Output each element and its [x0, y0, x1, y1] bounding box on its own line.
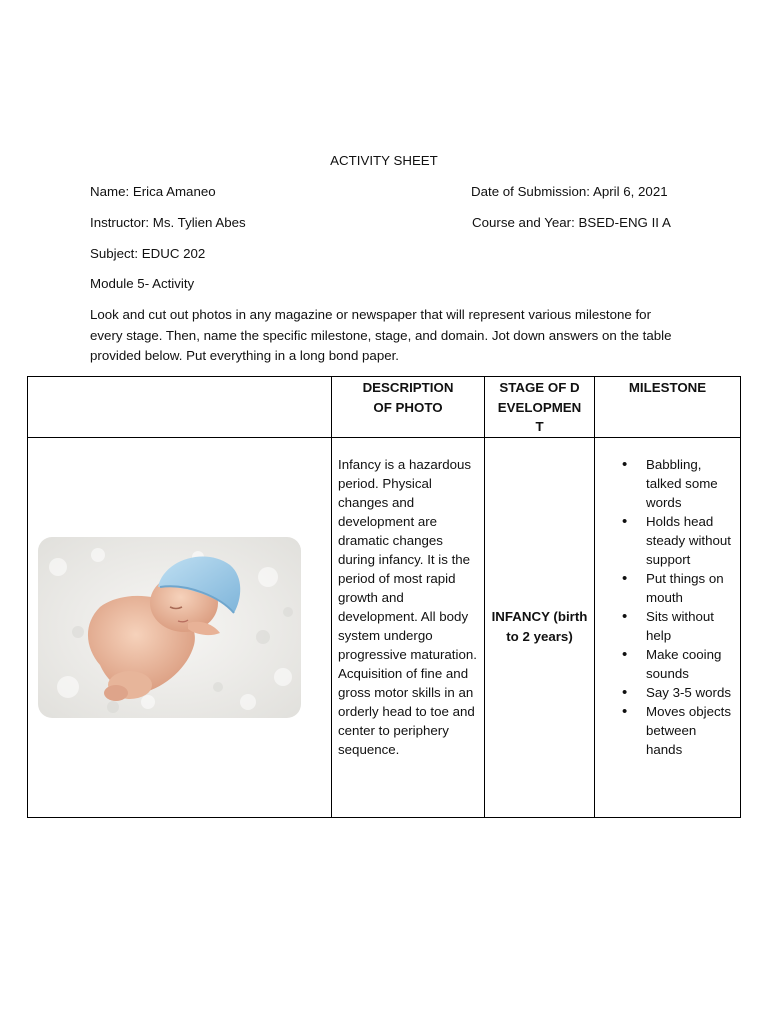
- description-cell: Infancy is a hazardous period. Physical changes and development are dramatic changes during infancy. It is the period of most rapid growth and development. All body system undergo progressive maturation. Acquisition of fine and gross motor skills in an orderly head to toe and center to periphery sequence.: [332, 437, 485, 818]
- photo-cell: [28, 437, 332, 818]
- activity-table: [27, 376, 741, 818]
- header-milestone: MILESTONE: [595, 377, 741, 438]
- milestone-list: [595, 455, 736, 759]
- list-item: • Babbling, talked some words: [595, 455, 736, 512]
- table-row: [28, 437, 741, 818]
- student-name: Name: Erica Amaneo: [90, 184, 216, 199]
- stage-text: INFANCY (birth to 2 years): [491, 609, 588, 645]
- stage-cell: [485, 437, 595, 818]
- module-label: Module 5- Activity: [90, 276, 195, 291]
- list-item: • Say 3-5 words: [595, 683, 736, 702]
- header-description: DESCRIPTION OF PHOTO: [332, 377, 485, 438]
- list-item: • Put things on mouth: [595, 569, 736, 607]
- course-year: Course and Year: BSED-ENG II A: [472, 215, 671, 230]
- header-photo: [28, 377, 332, 438]
- list-item: • Sits without help: [595, 607, 736, 645]
- instructor-name: Instructor: Ms. Tylien Abes: [90, 215, 246, 230]
- submission-date: Date of Submission: April 6, 2021: [471, 184, 668, 199]
- list-item: • Moves objects between hands: [595, 702, 736, 759]
- sleeping-newborn-photo: [38, 537, 301, 718]
- list-item: • Holds head steady without support: [595, 512, 736, 569]
- subject: Subject: EDUC 202: [90, 246, 206, 261]
- page-title: ACTIVITY SHEET: [330, 153, 438, 168]
- table-header-row: [28, 377, 741, 438]
- milestone-cell: [595, 437, 741, 818]
- instructions: Look and cut out photos in any magazine or newspaper that will represent various milestone for every stage. Then, name the specific milestone, stage, and domain. Jot down answers on the table provided below. Put everything in a long bond paper.: [90, 307, 672, 363]
- header-stage: STAGE OF DEVELOPMEN T: [485, 377, 595, 438]
- list-item: • Make cooing sounds: [595, 645, 736, 683]
